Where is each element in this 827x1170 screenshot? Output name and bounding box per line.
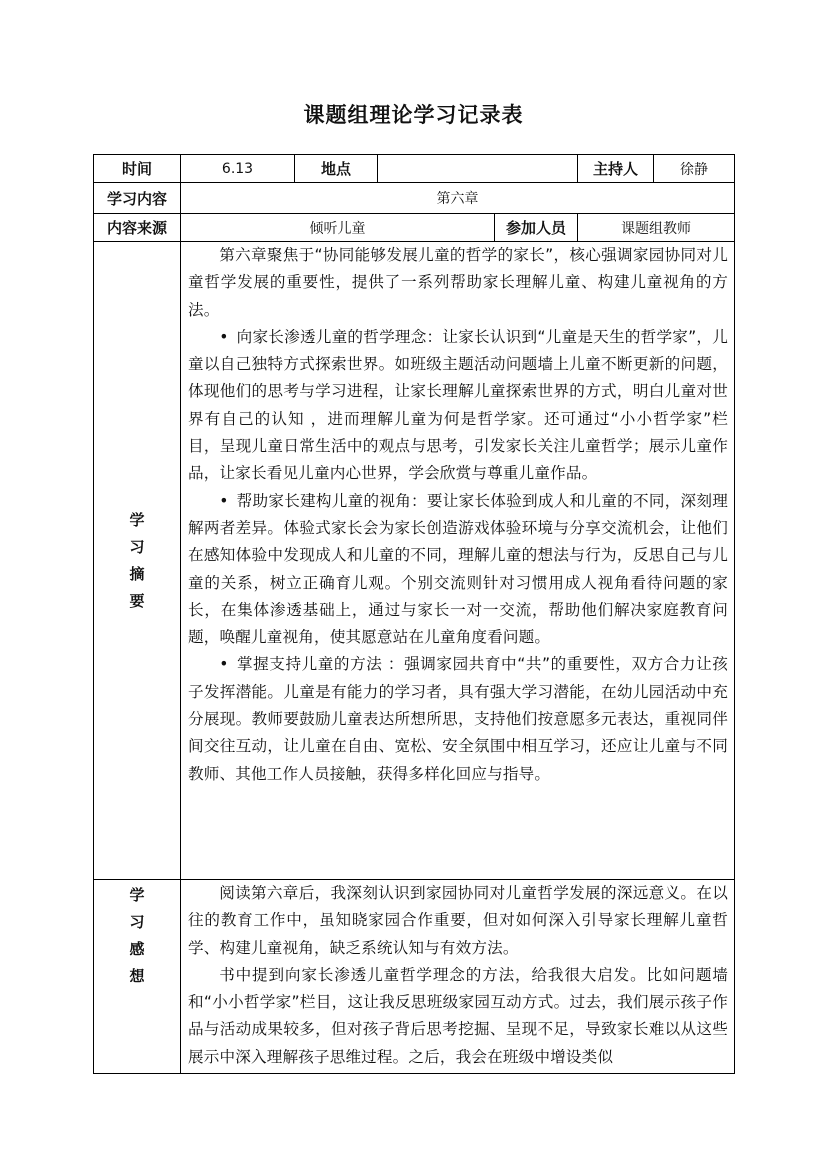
summary-bullet-text: 向家长渗透儿童的哲学理念：让家长认识到“儿童是天生的哲学家”，儿童以自己独特方式探索世界。如班级主题活动问题墙上儿童不断更新的问题，体现他们的思考与学习进程，让家长理解儿童探索世界的方式，明白儿童对世界有自己的认知 ，进而理解儿童为何是哲学家。还可通过“小小哲学家”栏目，呈现儿童日常生活中的观点与思考，引发家长关注儿童哲学；展示儿童作品，让家长看见儿童内心世界，学会欣赏与尊重儿童作品。 [188,327,728,483]
reflection-label-char: 习 [129,913,145,931]
participants-value: 课题组教师 [578,214,735,242]
reflection-label [94,880,181,1074]
study-content-label: 学习内容 [94,183,181,214]
summary-label-char: 学 [129,510,145,529]
host-label: 主持人 [578,155,654,183]
summary-paragraph: 第六章聚焦于“协同能够发展儿童的哲学的家长”，核心强调家园协同对儿童哲学发展的重要性，提供了一系列帮助家长理解儿童、构建儿童视角的方法。 [188,246,728,319]
summary-row [94,242,735,880]
reflection-label-char: 感 [129,940,145,958]
summary-bullet-paragraph [188,488,728,652]
host-value: 徐静 [654,155,735,183]
source-row [94,214,735,242]
reflection-label-char: 学 [129,886,145,904]
summary-bullet-paragraph [188,324,728,488]
summary-bullet-paragraph [188,651,728,787]
reflection-body [181,880,735,1074]
summary-bullet-text: 帮助家长建构儿童的视角：要让家长体验到成人和儿童的不同，深刻理解两者差异。体验式家长会为家长创造游戏体验环境与分享交流机会，让他们在感知体验中发现成人和儿童的不同，理解儿童的想法与行为，反思自己与儿童的关系，树立正确育儿观。个别交流则针对习惯用成人视角看待问题的家长，在集体渗透基础上，通过与家长一对一交流，帮助他们解决家庭教育问题，唤醒儿童视角，使其愿意站在儿童角度看问题。 [188,491,728,647]
summary-label-char: 要 [129,591,145,610]
summary-bullet-text: 掌握支持儿童的方法 ：强调家园共育中“共”的重要性，双方合力让孩子发挥潜能。儿童是有能力的学习者，具有强大学习潜能，在幼儿园活动中充分展现。教师要鼓励儿童表达所想所思，支持他们按意愿多元表达，重视同伴间交往互动，让儿童在自由、宽松、安全氛围中相互学习，还应让儿童与不同教师、其他工作人员接触，获得多样化回应与指导。 [188,655,728,783]
place-label: 地点 [295,155,378,183]
reflection-paragraph: 书中提到向家长渗透儿童哲学理念的方法，给我很大启发。比如问题墙和“小小哲学家”栏目，这让我反思班级家园互动方式。过去，我们展示孩子作品与活动成果较多，但对孩子背后思考挖掘、呈现不足，导致家长难以从这些展示中深入理解孩子思维过程。之后，我会在班级中增设类似 [188,965,728,1066]
study-content-row [94,183,735,214]
reflection-row [94,880,735,1074]
study-content-value: 第六章 [181,183,735,214]
summary-label-char: 习 [129,537,145,556]
bullet-dot [219,492,236,510]
time-value: 6.13 [181,155,295,183]
place-value [378,155,578,183]
time-label: 时间 [94,155,181,183]
header-row [94,155,735,183]
bullet-dot [219,655,236,673]
source-label: 内容来源 [94,214,181,242]
reflection-paragraph: 阅读第六章后，我深刻认识到家园协同对儿童哲学发展的深远意义。在以往的教育工作中，虽知晓家园合作重要，但对如何深入引导家长理解儿童哲学、构建儿童视角，缺乏系统认知与有效方法。 [188,884,728,957]
reflection-label-char: 想 [129,967,145,985]
summary-label [94,242,181,880]
page-title: 课题组理论学习记录表 [303,103,524,127]
record-table [93,154,735,1074]
source-value: 倾听儿童 [181,214,495,242]
summary-body [181,242,735,880]
bullet-dot [219,328,236,346]
summary-label-char: 摘 [129,564,145,583]
participants-label: 参加人员 [495,214,578,242]
